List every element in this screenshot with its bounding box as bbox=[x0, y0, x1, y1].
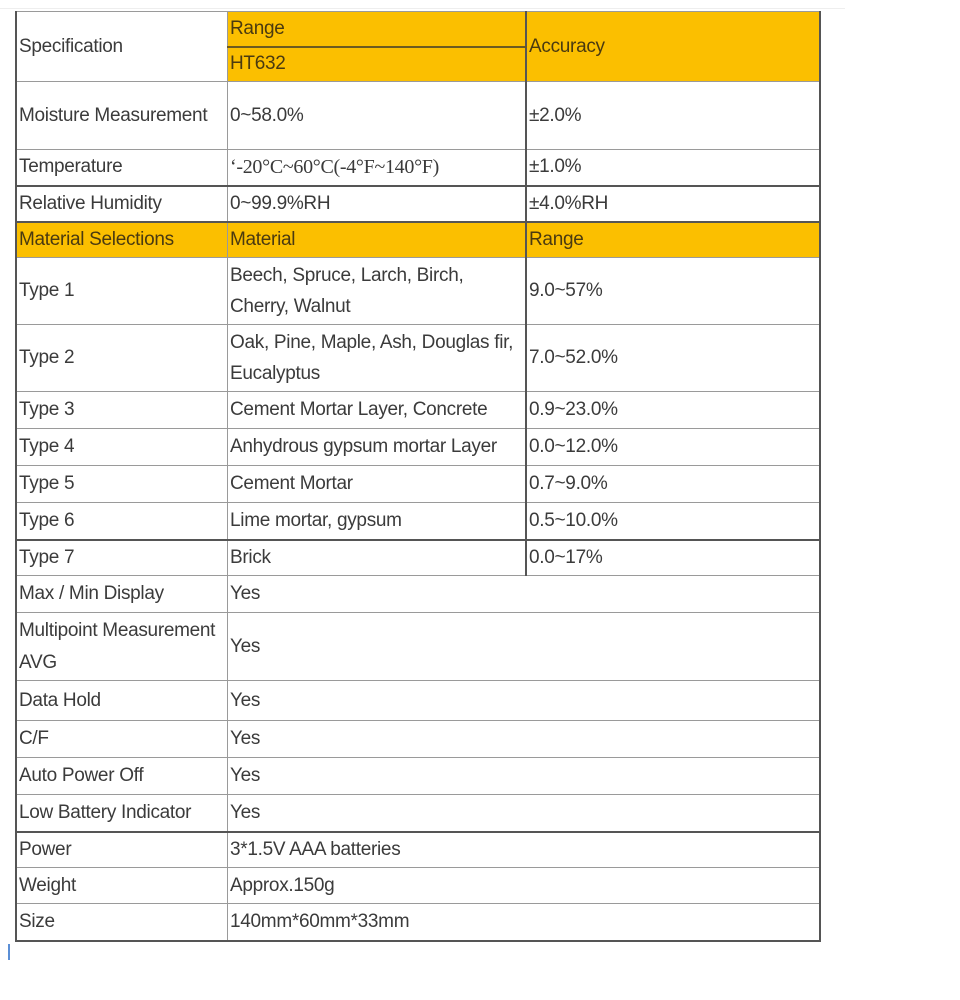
feature-name: Low Battery Indicator bbox=[16, 795, 228, 832]
material-range: 0.9~23.0% bbox=[526, 392, 820, 429]
material-row bbox=[16, 429, 820, 466]
material-row bbox=[16, 540, 820, 576]
feature-row bbox=[16, 681, 820, 721]
general-name: Size bbox=[16, 904, 228, 941]
measurement-row bbox=[16, 150, 820, 186]
measurement-accuracy: ±4.0%RH bbox=[526, 186, 820, 222]
feature-row bbox=[16, 795, 820, 832]
material-name: Cement Mortar Layer, Concrete bbox=[228, 392, 527, 429]
material-type: Type 5 bbox=[16, 466, 228, 503]
header-specification: Specification bbox=[16, 12, 228, 82]
header-accuracy: Accuracy bbox=[526, 12, 820, 82]
material-range: 0.0~17% bbox=[526, 540, 820, 576]
measurement-name: Temperature bbox=[16, 150, 228, 186]
general-row bbox=[16, 832, 820, 868]
measurement-name: Relative Humidity bbox=[16, 186, 228, 222]
material-range: 9.0~57% bbox=[526, 258, 820, 325]
feature-value: Yes bbox=[228, 721, 821, 758]
general-value: 140mm*60mm*33mm bbox=[228, 904, 821, 941]
general-value: Approx.150g bbox=[228, 868, 821, 904]
material-row bbox=[16, 392, 820, 429]
header-material: Material bbox=[228, 222, 527, 258]
feature-value: Yes bbox=[228, 758, 821, 795]
material-name: Lime mortar, gypsum bbox=[228, 503, 527, 540]
material-type: Type 4 bbox=[16, 429, 228, 466]
feature-value: Yes bbox=[228, 795, 821, 832]
general-value: 3*1.5V AAA batteries bbox=[228, 832, 821, 868]
material-header-row bbox=[16, 222, 820, 258]
feature-name: Auto Power Off bbox=[16, 758, 228, 795]
feature-name: Data Hold bbox=[16, 681, 228, 721]
material-type: Type 2 bbox=[16, 325, 228, 392]
material-name: Beech, Spruce, Larch, Birch, Cherry, Walnut bbox=[228, 258, 527, 325]
material-range: 0.5~10.0% bbox=[526, 503, 820, 540]
material-row bbox=[16, 466, 820, 503]
feature-value: Yes bbox=[228, 576, 821, 613]
measurement-range: 0~99.9%RH bbox=[228, 186, 527, 222]
general-row bbox=[16, 868, 820, 904]
material-type: Type 6 bbox=[16, 503, 228, 540]
material-name: Brick bbox=[228, 540, 527, 576]
feature-value: Yes bbox=[228, 613, 821, 681]
material-row bbox=[16, 503, 820, 540]
material-name: Anhydrous gypsum mortar Layer bbox=[228, 429, 527, 466]
measurement-accuracy: ±1.0% bbox=[526, 150, 820, 186]
feature-row bbox=[16, 721, 820, 758]
general-row bbox=[16, 904, 820, 941]
spec-header-row bbox=[16, 12, 820, 47]
material-row bbox=[16, 325, 820, 392]
feature-name: Multipoint Measurement AVG bbox=[16, 613, 228, 681]
feature-row bbox=[16, 758, 820, 795]
top-divider bbox=[0, 8, 845, 9]
measurement-name: Moisture Measurement bbox=[16, 82, 228, 150]
header-model: HT632 bbox=[228, 47, 527, 82]
material-range: 0.7~9.0% bbox=[526, 466, 820, 503]
header-material-range: Range bbox=[526, 222, 820, 258]
feature-name: Max / Min Display bbox=[16, 576, 228, 613]
material-type: Type 7 bbox=[16, 540, 228, 576]
header-material-selections: Material Selections bbox=[16, 222, 228, 258]
material-name: Cement Mortar bbox=[228, 466, 527, 503]
measurement-row bbox=[16, 186, 820, 222]
specification-table bbox=[15, 11, 821, 942]
material-range: 0.0~12.0% bbox=[526, 429, 820, 466]
material-range: 7.0~52.0% bbox=[526, 325, 820, 392]
material-name: Oak, Pine, Maple, Ash, Douglas fir, Eucalyptus bbox=[228, 325, 527, 392]
header-range: Range bbox=[228, 12, 527, 47]
measurement-accuracy: ±2.0% bbox=[526, 82, 820, 150]
feature-value: Yes bbox=[228, 681, 821, 721]
material-type: Type 3 bbox=[16, 392, 228, 429]
measurement-row bbox=[16, 82, 820, 150]
feature-row bbox=[16, 613, 820, 681]
text-cursor bbox=[8, 944, 10, 960]
feature-row bbox=[16, 576, 820, 613]
general-name: Power bbox=[16, 832, 228, 868]
general-name: Weight bbox=[16, 868, 228, 904]
feature-name: C/F bbox=[16, 721, 228, 758]
measurement-range: ‘-20°C~60°C(-4°F~140°F) bbox=[228, 150, 527, 186]
material-row bbox=[16, 258, 820, 325]
material-type: Type 1 bbox=[16, 258, 228, 325]
measurement-range: 0~58.0% bbox=[228, 82, 527, 150]
